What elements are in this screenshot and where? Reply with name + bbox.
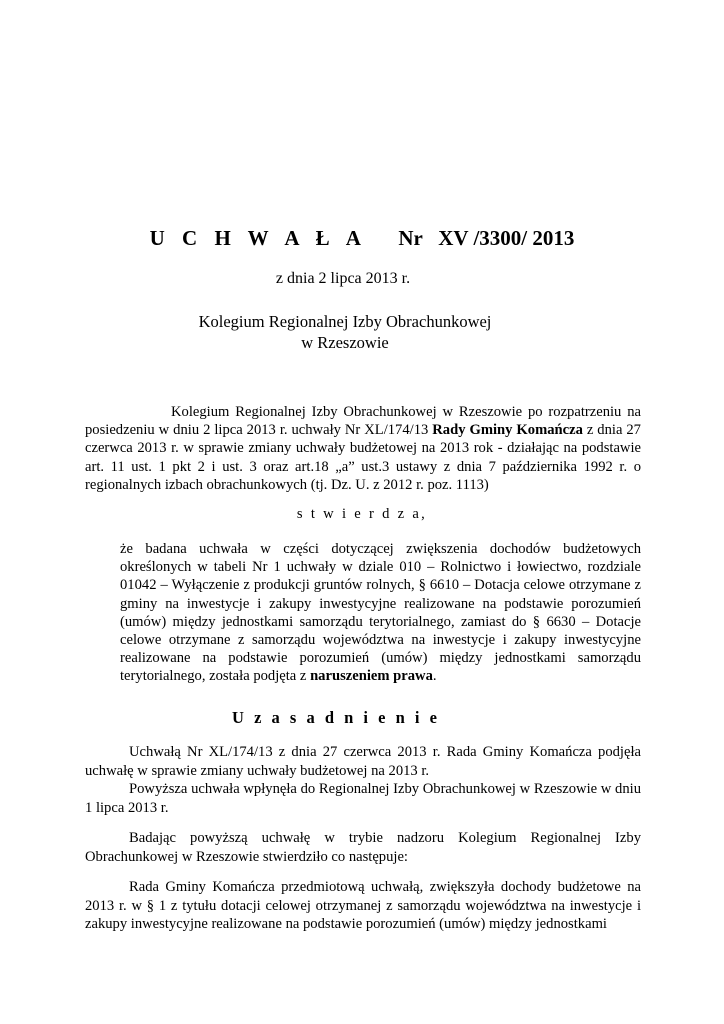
reasoning-text-1: Uchwałą Nr XL/174/13 z dnia 27 czerwca 2013 r. Rada Gminy Komańcza podjęła uchwałę w sprawie zmiany uchwały budżetowej na 2013 r. — [85, 744, 641, 779]
reasoning-text-4: Rada Gminy Komańcza przedmiotową uchwałą, zwiększyła dochody budżetowe na 2013 r. w § 1 z tytułu dotacji celowej otrzymanej z samorządu województwa na inwestycje i zakupy inwestycyjne realizowane na podstawie porozumień (umów) między jednostkami — [85, 879, 641, 933]
resolution-word: U C H W A Ł A — [149, 226, 367, 250]
reasoning-text-3: Badając powyższą uchwałę w trybie nadzoru Kolegium Regionalnej Izby Obrachunkowej w Rzeszowie stwierdziło co następuje: — [85, 830, 641, 865]
reasoning-paragraph-1 — [85, 743, 641, 817]
issuing-body-line1: Kolegium Regionalnej Izby Obrachunkowej — [198, 312, 492, 331]
issuing-body-line2: w Rzeszowie — [301, 333, 389, 352]
intro-council-name: Rady Gminy Komańcza — [432, 422, 583, 439]
finding-end: . — [432, 668, 437, 685]
finding-text: że badana uchwała w części dotyczącej zwiększenia dochodów budżetowych określonych w tabeli Nr 1 uchwały w dziale 010 – Rolnictwo i łowiectwo, rozdziale 01042 – Wyłączenie z produkcji gruntów rolnych, § 6610 – Dotacja celowe otrzymane z gminy na inwestycje i zakupy inwestycyjne realizowane na podstawie porozumień (umów) między jednostkami samorządu terytorialnego, zamiast do § 6630 – Dotacje celowe otrzymane z samorządu województwa na inwestycje i zakupy inwestycyjne realizowane na podstawie porozumień (umów) między jednostkami samorządu terytorialnego, została podjęta z — [120, 541, 641, 685]
finding-keyword: s t w i e r d z a, — [296, 506, 428, 522]
reasoning-paragraph-4 — [85, 878, 641, 934]
resolution-date: z dnia 2 lipca 2013 r. — [275, 270, 411, 287]
finding-paragraph — [120, 540, 641, 686]
reasoning-text-2: Powyższa uchwała wpłynęła do Regionalnej Izby Obrachunkowej w Rzeszowie w dniu 1 lipca 2013 r. — [85, 781, 641, 816]
issuing-body — [0, 311, 690, 353]
intro-paragraph — [85, 403, 641, 494]
reasoning-paragraph-3 — [85, 829, 641, 866]
resolution-title — [0, 226, 724, 251]
finding-violation: naruszeniem prawa — [310, 668, 433, 685]
intro-text-end: z dnia 27 czerwca 2013 r. w sprawie zmiany uchwały budżetowej na 2013 rok - działając na podstawie art. 11 ust. 1 pkt 2 i ust. 3 oraz art.18 „a” ust.3 ustawy z dnia 7 października 1992 r. o regionalnych izbach obrachunkowych (tj. Dz. U. z 2012 r. poz. 1113) — [85, 422, 641, 493]
intro-text-start: Kolegium Regionalnej Izby Obrachunkowej w Rzeszowie po rozpatrzeniu na posiedzeniu w dniu 2 lipca 2013 r. uchwały Nr XL/174/13 — [85, 404, 641, 439]
justification-heading: U z a s a d n i e n i e — [232, 708, 440, 727]
resolution-number: Nr XV /3300/ 2013 — [398, 226, 575, 250]
